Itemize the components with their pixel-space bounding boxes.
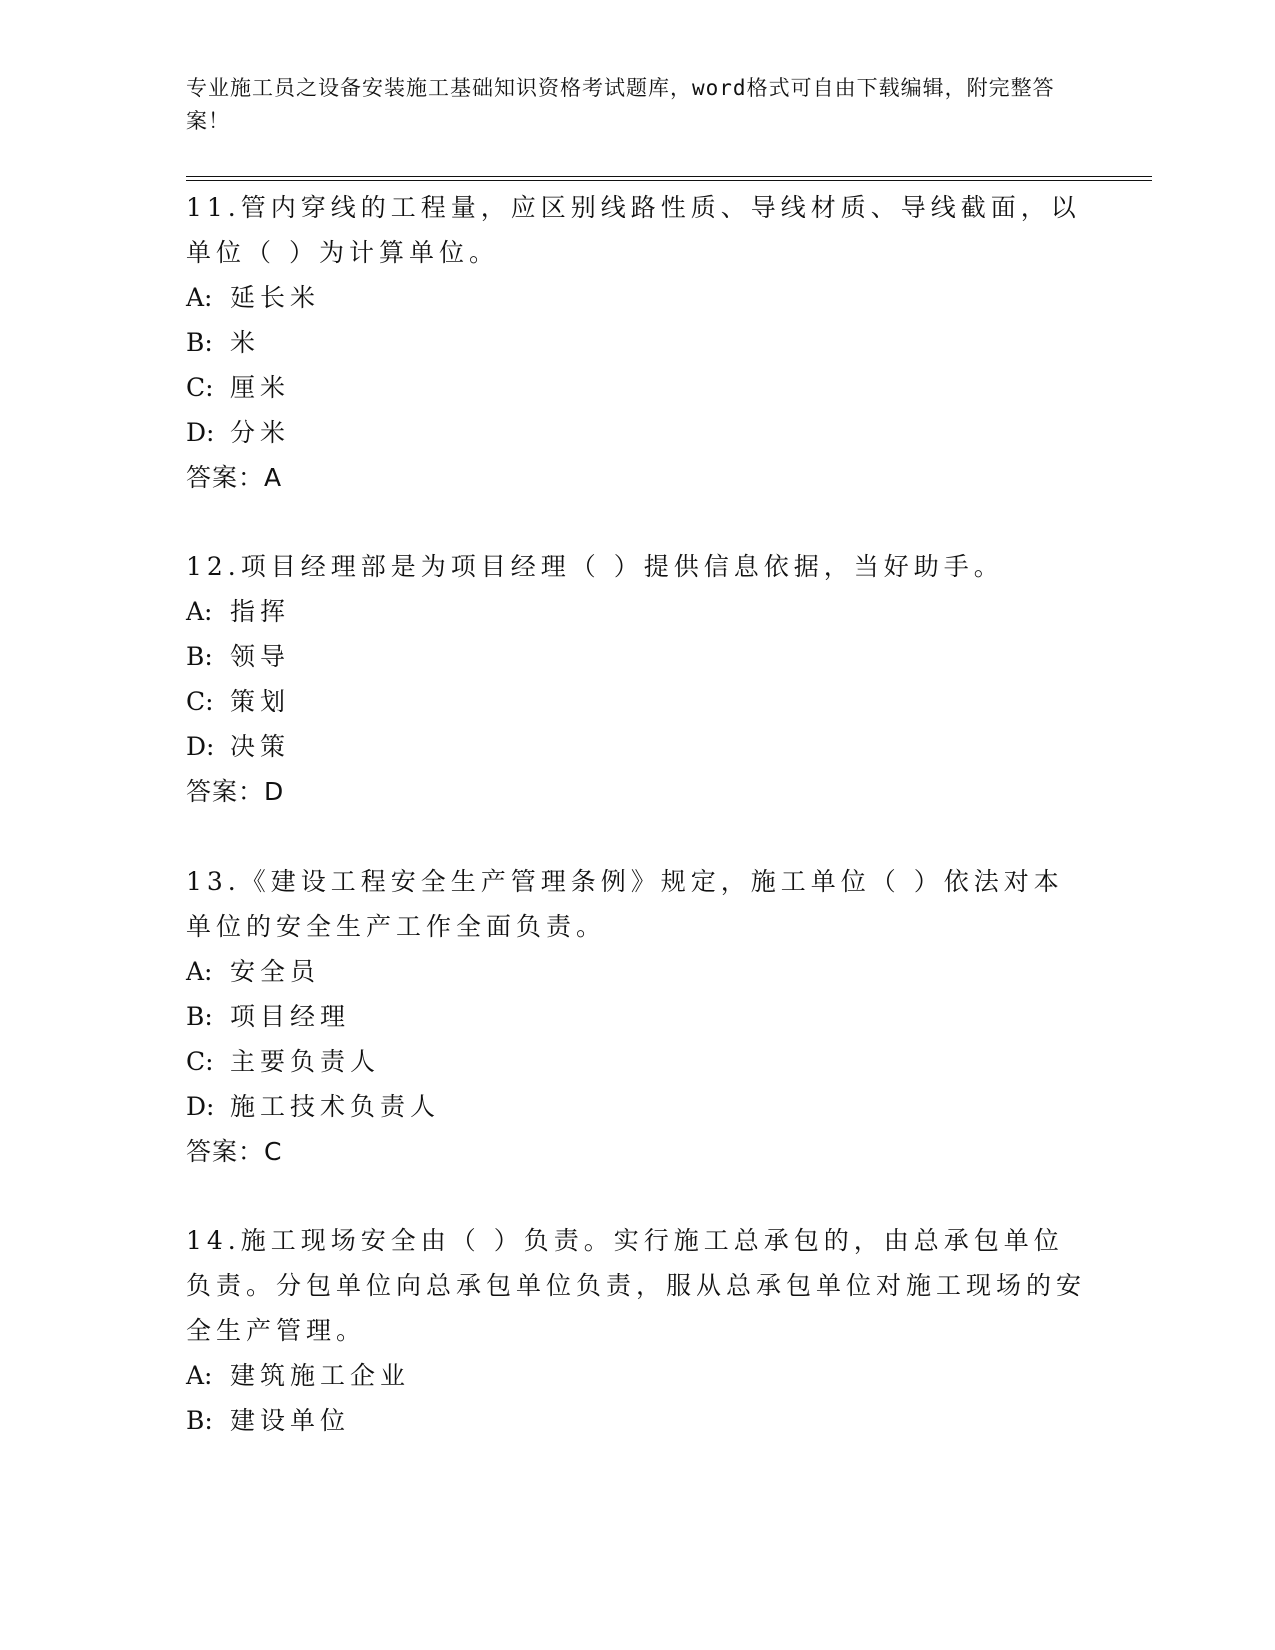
option-letter: A: bbox=[186, 957, 213, 986]
option-b bbox=[186, 1398, 1086, 1443]
option-letter: C: bbox=[186, 687, 214, 716]
question-stem: 12.项目经理部是为项目经理（ ）提供信息依据，当好助手。 bbox=[186, 552, 1004, 581]
option-c bbox=[186, 679, 1086, 724]
option-b bbox=[186, 320, 1086, 365]
option-text: 施工技术负责人 bbox=[230, 1092, 441, 1121]
option-letter: D: bbox=[186, 1092, 215, 1121]
option-text: 分米 bbox=[230, 418, 291, 447]
option-text: 决策 bbox=[230, 732, 291, 761]
header-divider bbox=[186, 176, 1152, 181]
option-letter: D: bbox=[186, 732, 215, 761]
option-letter: A: bbox=[186, 1361, 213, 1390]
option-text: 建筑施工企业 bbox=[230, 1361, 411, 1390]
option-letter: B: bbox=[186, 642, 213, 671]
option-letter: B: bbox=[186, 328, 213, 357]
option-letter: B: bbox=[186, 1406, 213, 1435]
option-letter: D: bbox=[186, 418, 215, 447]
option-text: 建设单位 bbox=[230, 1406, 351, 1435]
question-12 bbox=[186, 544, 1086, 814]
option-a bbox=[186, 275, 1086, 320]
option-text: 项目经理 bbox=[230, 1002, 351, 1031]
option-text: 延长米 bbox=[230, 283, 321, 312]
option-d bbox=[186, 1084, 1086, 1129]
option-a bbox=[186, 589, 1086, 634]
option-text: 安全员 bbox=[230, 957, 321, 986]
option-a bbox=[186, 1353, 1086, 1398]
question-14 bbox=[186, 1218, 1086, 1443]
question-stem: 13.《建设工程安全生产管理条例》规定，施工单位（ ）依法对本单位的安全生产工作全面负责。 bbox=[186, 867, 1064, 941]
document-header: 专业施工员之设备安装施工基础知识资格考试题库，word格式可自由下载编辑，附完整答案！ bbox=[186, 76, 1055, 133]
answer: 答案：C bbox=[186, 1137, 283, 1166]
option-b bbox=[186, 994, 1086, 1039]
question-11 bbox=[186, 185, 1086, 500]
question-stem: 11.管内穿线的工程量，应区别线路性质、导线材质、导线截面，以单位（ ）为计算单位。 bbox=[186, 193, 1081, 267]
option-letter: A: bbox=[186, 283, 213, 312]
option-c bbox=[186, 365, 1086, 410]
option-a bbox=[186, 949, 1086, 994]
option-text: 主要负责人 bbox=[230, 1047, 381, 1076]
option-b bbox=[186, 634, 1086, 679]
answer: 答案：A bbox=[186, 463, 283, 492]
question-stem: 14.施工现场安全由（ ）负责。实行施工总承包的，由总承包单位负责。分包单位向总承包单位负责，服从总承包单位对施工现场的安全生产管理。 bbox=[186, 1226, 1087, 1345]
option-letter: C: bbox=[186, 1047, 214, 1076]
option-d bbox=[186, 410, 1086, 455]
question-13 bbox=[186, 859, 1086, 1174]
option-text: 米 bbox=[230, 328, 261, 357]
option-letter: A: bbox=[186, 597, 213, 626]
option-text: 领导 bbox=[230, 642, 291, 671]
option-text: 指挥 bbox=[230, 597, 291, 626]
option-text: 策划 bbox=[230, 687, 291, 716]
option-letter: C: bbox=[186, 373, 214, 402]
option-c bbox=[186, 1039, 1086, 1084]
answer: 答案：D bbox=[186, 777, 285, 806]
option-letter: B: bbox=[186, 1002, 213, 1031]
option-text: 厘米 bbox=[230, 373, 291, 402]
option-d bbox=[186, 724, 1086, 769]
